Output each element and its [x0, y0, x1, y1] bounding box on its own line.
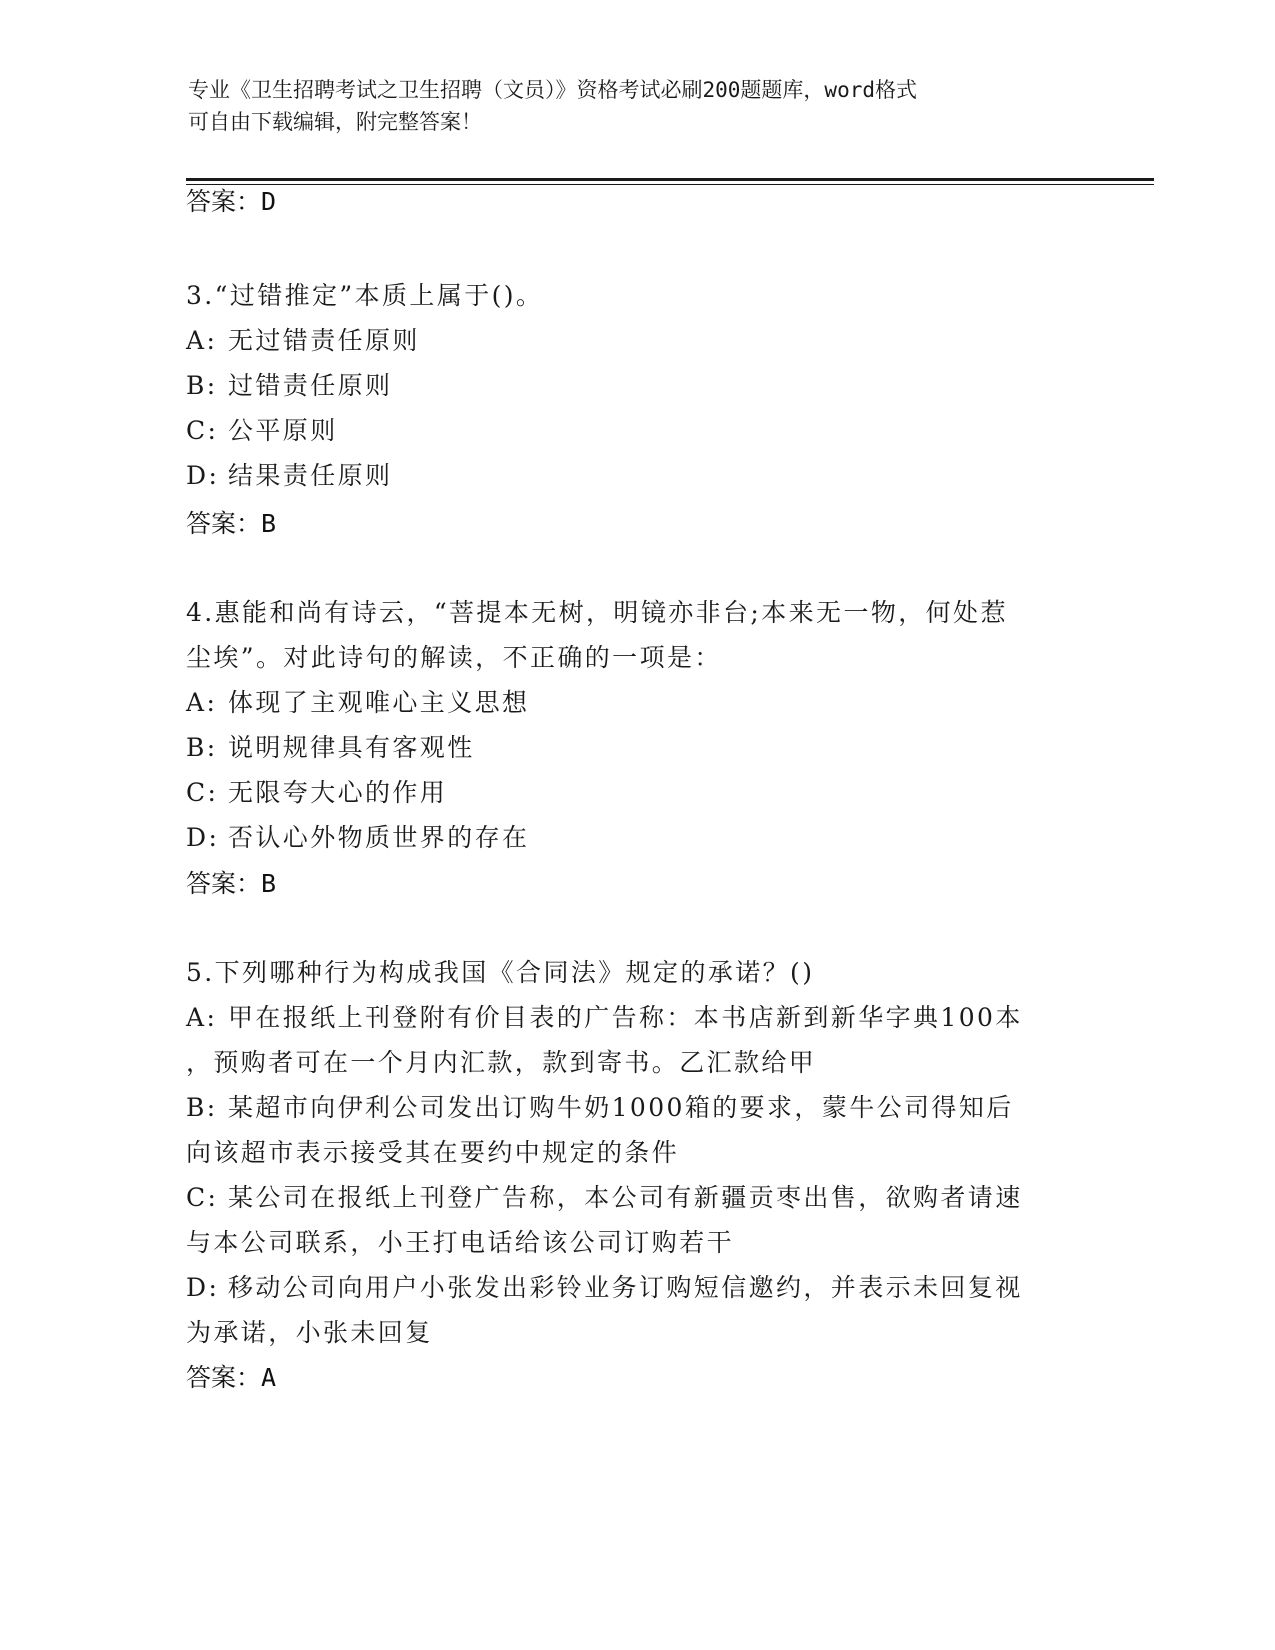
option-c [186, 408, 1076, 453]
option-c [186, 770, 1076, 815]
answer-label: 答案： [186, 869, 262, 898]
option-letter: D: [186, 461, 220, 490]
option-c-continued: 与本公司联系，小王打电话给该公司订购若干 [186, 1228, 735, 1257]
option-text: 否认心外物质世界的存在 [228, 823, 530, 852]
option-d [186, 453, 1076, 498]
option-a [186, 680, 1076, 725]
option-letter: C: [186, 416, 219, 445]
option-text: 公平原则 [228, 416, 338, 445]
answer-line [186, 1362, 276, 1394]
option-letter: A: [186, 326, 218, 355]
option-d-continued: 为承诺，小张未回复 [186, 1318, 433, 1347]
answer-value: B [261, 869, 277, 898]
header-rule-thin [186, 184, 1154, 185]
option-b [186, 1085, 1076, 1130]
option-text: 某超市向伊利公司发出订购牛奶1000箱的要求，蒙牛公司得知后 [228, 1093, 1014, 1122]
option-text: 某公司在报纸上刊登广告称，本公司有新疆贡枣出售，欲购者请速 [228, 1183, 1023, 1212]
header-line-2: 可自由下载编辑，附完整答案！ [188, 110, 482, 134]
answer-label: 答案： [186, 187, 262, 216]
question-text: 4.惠能和尚有诗云，“菩提本无树，明镜亦非台;本来无一物，何处惹 [186, 598, 1008, 627]
option-letter: C: [186, 778, 219, 807]
answer-line [186, 186, 276, 218]
option-letter: C: [186, 1183, 219, 1212]
option-a [186, 995, 1076, 1040]
option-text: 说明规律具有客观性 [228, 733, 475, 762]
option-d [186, 815, 1076, 860]
option-letter: B: [186, 371, 218, 400]
header-rule-thick [186, 178, 1154, 181]
option-b [186, 725, 1076, 770]
option-a-continued: ，预购者可在一个月内汇款，款到寄书。乙汇款给甲 [186, 1048, 817, 1077]
option-letter: A: [186, 1003, 218, 1032]
answer-line [186, 508, 276, 540]
header-line-1: 专业《卫生招聘考试之卫生招聘（文员）》资格考试必刷200题题库，word格式 [188, 78, 917, 102]
option-text: 移动公司向用户小张发出彩铃业务订购短信邀约，并表示未回复视 [228, 1273, 1023, 1302]
answer-value: D [261, 187, 277, 216]
option-text: 无限夸大心的作用 [228, 778, 448, 807]
option-c [186, 1175, 1076, 1220]
question-3 [186, 273, 1076, 498]
option-text: 结果责任原则 [228, 461, 393, 490]
option-b-continued: 向该超市表示接受其在要约中规定的条件 [186, 1138, 680, 1167]
question-text: 5.下列哪种行为构成我国《合同法》规定的承诺？() [186, 958, 815, 987]
option-letter: A: [186, 688, 218, 717]
option-letter: D: [186, 823, 220, 852]
option-a [186, 318, 1076, 363]
answer-value: B [261, 509, 277, 538]
option-d [186, 1265, 1076, 1310]
answer-label: 答案： [186, 1363, 262, 1392]
answer-value: A [261, 1363, 277, 1392]
answer-line [186, 868, 276, 900]
question-4 [186, 590, 1076, 860]
option-text: 体现了主观唯心主义思想 [228, 688, 530, 717]
question-text: 尘埃”。对此诗句的解读，不正确的一项是： [186, 643, 722, 672]
option-text: 无过错责任原则 [228, 326, 420, 355]
option-letter: D: [186, 1273, 220, 1302]
option-letter: B: [186, 1093, 218, 1122]
question-5 [186, 950, 1076, 1355]
page-header [188, 74, 1068, 138]
question-text: 3.“过错推定”本质上属于()。 [186, 281, 544, 310]
option-text: 过错责任原则 [228, 371, 393, 400]
option-text: 甲在报纸上刊登附有价目表的广告称：本书店新到新华字典100本 [228, 1003, 1023, 1032]
answer-label: 答案： [186, 509, 262, 538]
option-letter: B: [186, 733, 218, 762]
option-b [186, 363, 1076, 408]
